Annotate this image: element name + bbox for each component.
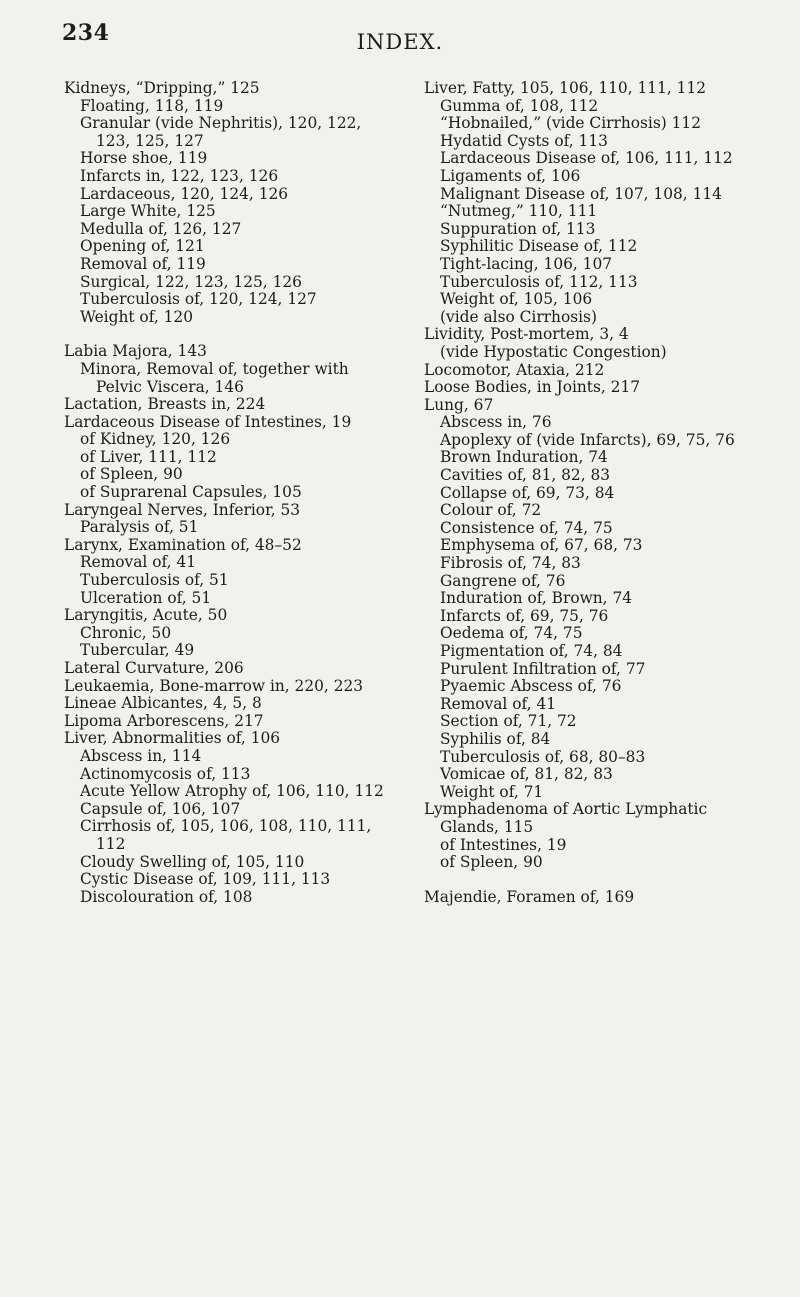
index-subentry: Infarcts in, 122, 123, 126 xyxy=(80,166,279,185)
index-column-left xyxy=(64,80,394,906)
index-column-right xyxy=(424,80,769,906)
index-subentry: Tubercular, 49 xyxy=(80,641,195,660)
index-subentry: Cloudy Swelling of, 105, 110 xyxy=(80,852,305,871)
index-entry: Liver, Abnormalities of, 106 xyxy=(64,729,281,748)
index-subentry: Gangrene of, 76 xyxy=(440,571,566,590)
index-subentry: Floating, 118, 119 xyxy=(80,96,224,115)
index-subentry: Infarcts of, 69, 75, 76 xyxy=(440,606,609,625)
index-subentry: Apoplexy of (vide Infarcts), 69, 75, 76 xyxy=(440,430,735,449)
index-entry: Liver, Fatty, 105, 106, 110, 111, 112 xyxy=(424,79,707,97)
index-entry: Labia Majora, 143 xyxy=(64,342,207,361)
index-subentry: Oedema of, 74, 75 xyxy=(440,624,583,643)
index-entry: Loose Bodies, in Joints, 217 xyxy=(424,378,641,397)
index-subentry: Discolouration of, 108 xyxy=(80,887,253,906)
index-subentry: Granular (vide Nephritis), 120, 122, 123, 125, 127 xyxy=(80,114,362,150)
index-subentry: Emphysema of, 67, 68, 73 xyxy=(440,536,643,555)
index-subentry: Cirrhosis of, 105, 106, 108, 110, 111, 112 xyxy=(80,817,372,853)
index-subentry: Suppuration of, 113 xyxy=(440,219,596,238)
index-subentry: Paralysis of, 51 xyxy=(80,518,199,537)
index-subentry: Weight of, 105, 106 xyxy=(440,290,593,309)
index-subentry: Actinomycosis of, 113 xyxy=(80,764,251,783)
index-entry: Locomotor, Ataxia, 212 xyxy=(424,360,605,379)
index-entry: Lactation, Breasts in, 224 xyxy=(64,395,266,414)
index-entry: Kidneys, “Dripping,” 125 xyxy=(64,79,260,97)
index-subentry: Section of, 71, 72 xyxy=(440,712,577,731)
index-entry: Larynx, Examination of, 48–52 xyxy=(64,535,302,554)
index-subentry: Syphilis of, 84 xyxy=(440,729,551,748)
index-entry: Lineae Albicantes, 4, 5, 8 xyxy=(64,694,262,713)
index-subentry: Tuberculosis of, 51 xyxy=(80,571,229,590)
index-subentry: Purulent Infiltration of, 77 xyxy=(440,659,646,678)
index-subentry: (vide Hypostatic Congestion) xyxy=(440,342,667,361)
index-subentry: Pyaemic Abscess of, 76 xyxy=(440,677,622,696)
index-entry: Lipoma Arborescens, 217 xyxy=(64,711,264,730)
index-subentry: Chronic, 50 xyxy=(80,623,172,642)
index-subentry: Acute Yellow Atrophy of, 106, 110, 112 xyxy=(80,782,384,801)
index-subentry: Cavities of, 81, 82, 83 xyxy=(440,466,611,485)
index-subentry: Removal of, 41 xyxy=(80,553,197,572)
index-subentry: (vide also Cirrhosis) xyxy=(440,307,597,326)
index-subentry: Ulceration of, 51 xyxy=(80,588,212,607)
index-subentry: Capsule of, 106, 107 xyxy=(80,799,241,818)
index-subentry: Tight-lacing, 106, 107 xyxy=(440,254,613,273)
index-subentry: Tuberculosis of, 68, 80–83 xyxy=(440,747,646,766)
index-subentry: Cystic Disease of, 109, 111, 113 xyxy=(80,870,331,889)
index-subentry: Ligaments of, 106 xyxy=(440,166,581,185)
index-subentry: Surgical, 122, 123, 125, 126 xyxy=(80,272,302,291)
index-subentry: Horse shoe, 119 xyxy=(80,149,208,168)
index-subentry: Pigmentation of, 74, 84 xyxy=(440,642,623,660)
index-subentry: Lardaceous Disease of, 106, 111, 112 xyxy=(440,149,733,168)
index-entry: Laryngitis, Acute, 50 xyxy=(64,606,228,625)
index-entry: Majendie, Foramen of, 169 xyxy=(424,887,635,906)
index-entry: Lymphadenoma of Aortic Lymphatic Glands, 115 xyxy=(424,800,708,836)
index-subentry: Lardaceous, 120, 124, 126 xyxy=(80,184,289,203)
index-entry: Lung, 67 xyxy=(424,395,494,414)
index-subentry: of Spleen, 90 xyxy=(440,853,543,872)
index-subentry: Induration of, Brown, 74 xyxy=(440,589,633,608)
index-subentry: Consistence of, 74, 75 xyxy=(440,518,613,537)
index-subentry: of Kidney, 120, 126 xyxy=(80,430,231,449)
index-subentry: of Spleen, 90 xyxy=(80,465,183,484)
index-subentry: Abscess in, 114 xyxy=(80,746,202,765)
index-subentry: Fibrosis of, 74, 83 xyxy=(440,554,581,573)
index-subentry: Minora, Removal of, together with Pelvic Viscera, 146 xyxy=(80,359,349,396)
index-subentry: Medulla of, 126, 127 xyxy=(80,219,242,238)
index-subentry: Opening of, 121 xyxy=(80,237,205,256)
index-subentry: Vomicae of, 81, 82, 83 xyxy=(440,765,613,784)
index-subentry: Gumma of, 108, 112 xyxy=(440,96,599,115)
index-subentry: “Nutmeg,” 110, 111 xyxy=(440,202,598,221)
index-subentry: Removal of, 119 xyxy=(80,254,206,273)
index-subentry: Colour of, 72 xyxy=(440,501,542,520)
page-number: 234 xyxy=(62,20,110,46)
index-subentry: Collapse of, 69, 73, 84 xyxy=(440,483,615,502)
index-subentry: Syphilitic Disease of, 112 xyxy=(440,237,638,256)
index-subentry: Weight of, 120 xyxy=(80,307,194,326)
index-subentry: Hydatid Cysts of, 113 xyxy=(440,131,608,150)
index-entry: Lateral Curvature, 206 xyxy=(64,659,244,677)
page-title: INDEX. xyxy=(356,30,444,54)
index-subentry: Malignant Disease of, 107, 108, 114 xyxy=(440,184,722,203)
index-subentry: Weight of, 71 xyxy=(440,782,544,801)
index-subentry: of Liver, 111, 112 xyxy=(80,447,217,466)
index-subentry: Large White, 125 xyxy=(80,202,216,221)
index-subentry: Tuberculosis of, 120, 124, 127 xyxy=(80,290,317,309)
index-entry: Leukaemia, Bone-marrow in, 220, 223 xyxy=(64,676,364,695)
index-subentry: Abscess in, 76 xyxy=(440,413,552,432)
index-subentry: Brown Induration, 74 xyxy=(440,448,608,467)
index-entry: Laryngeal Nerves, Inferior, 53 xyxy=(64,500,301,519)
index-subentry: “Hobnailed,” (vide Cirrhosis) 112 xyxy=(440,114,702,133)
index-entry: Lardaceous Disease of Intestines, 19 xyxy=(64,412,352,431)
index-subentry: Tuberculosis of, 112, 113 xyxy=(440,272,638,291)
index-subentry: of Intestines, 19 xyxy=(440,835,567,854)
index-subentry: of Suprarenal Capsules, 105 xyxy=(80,483,302,502)
index-entry: Lividity, Post-mortem, 3, 4 xyxy=(424,325,629,344)
index-subentry: Removal of, 41 xyxy=(440,694,557,713)
